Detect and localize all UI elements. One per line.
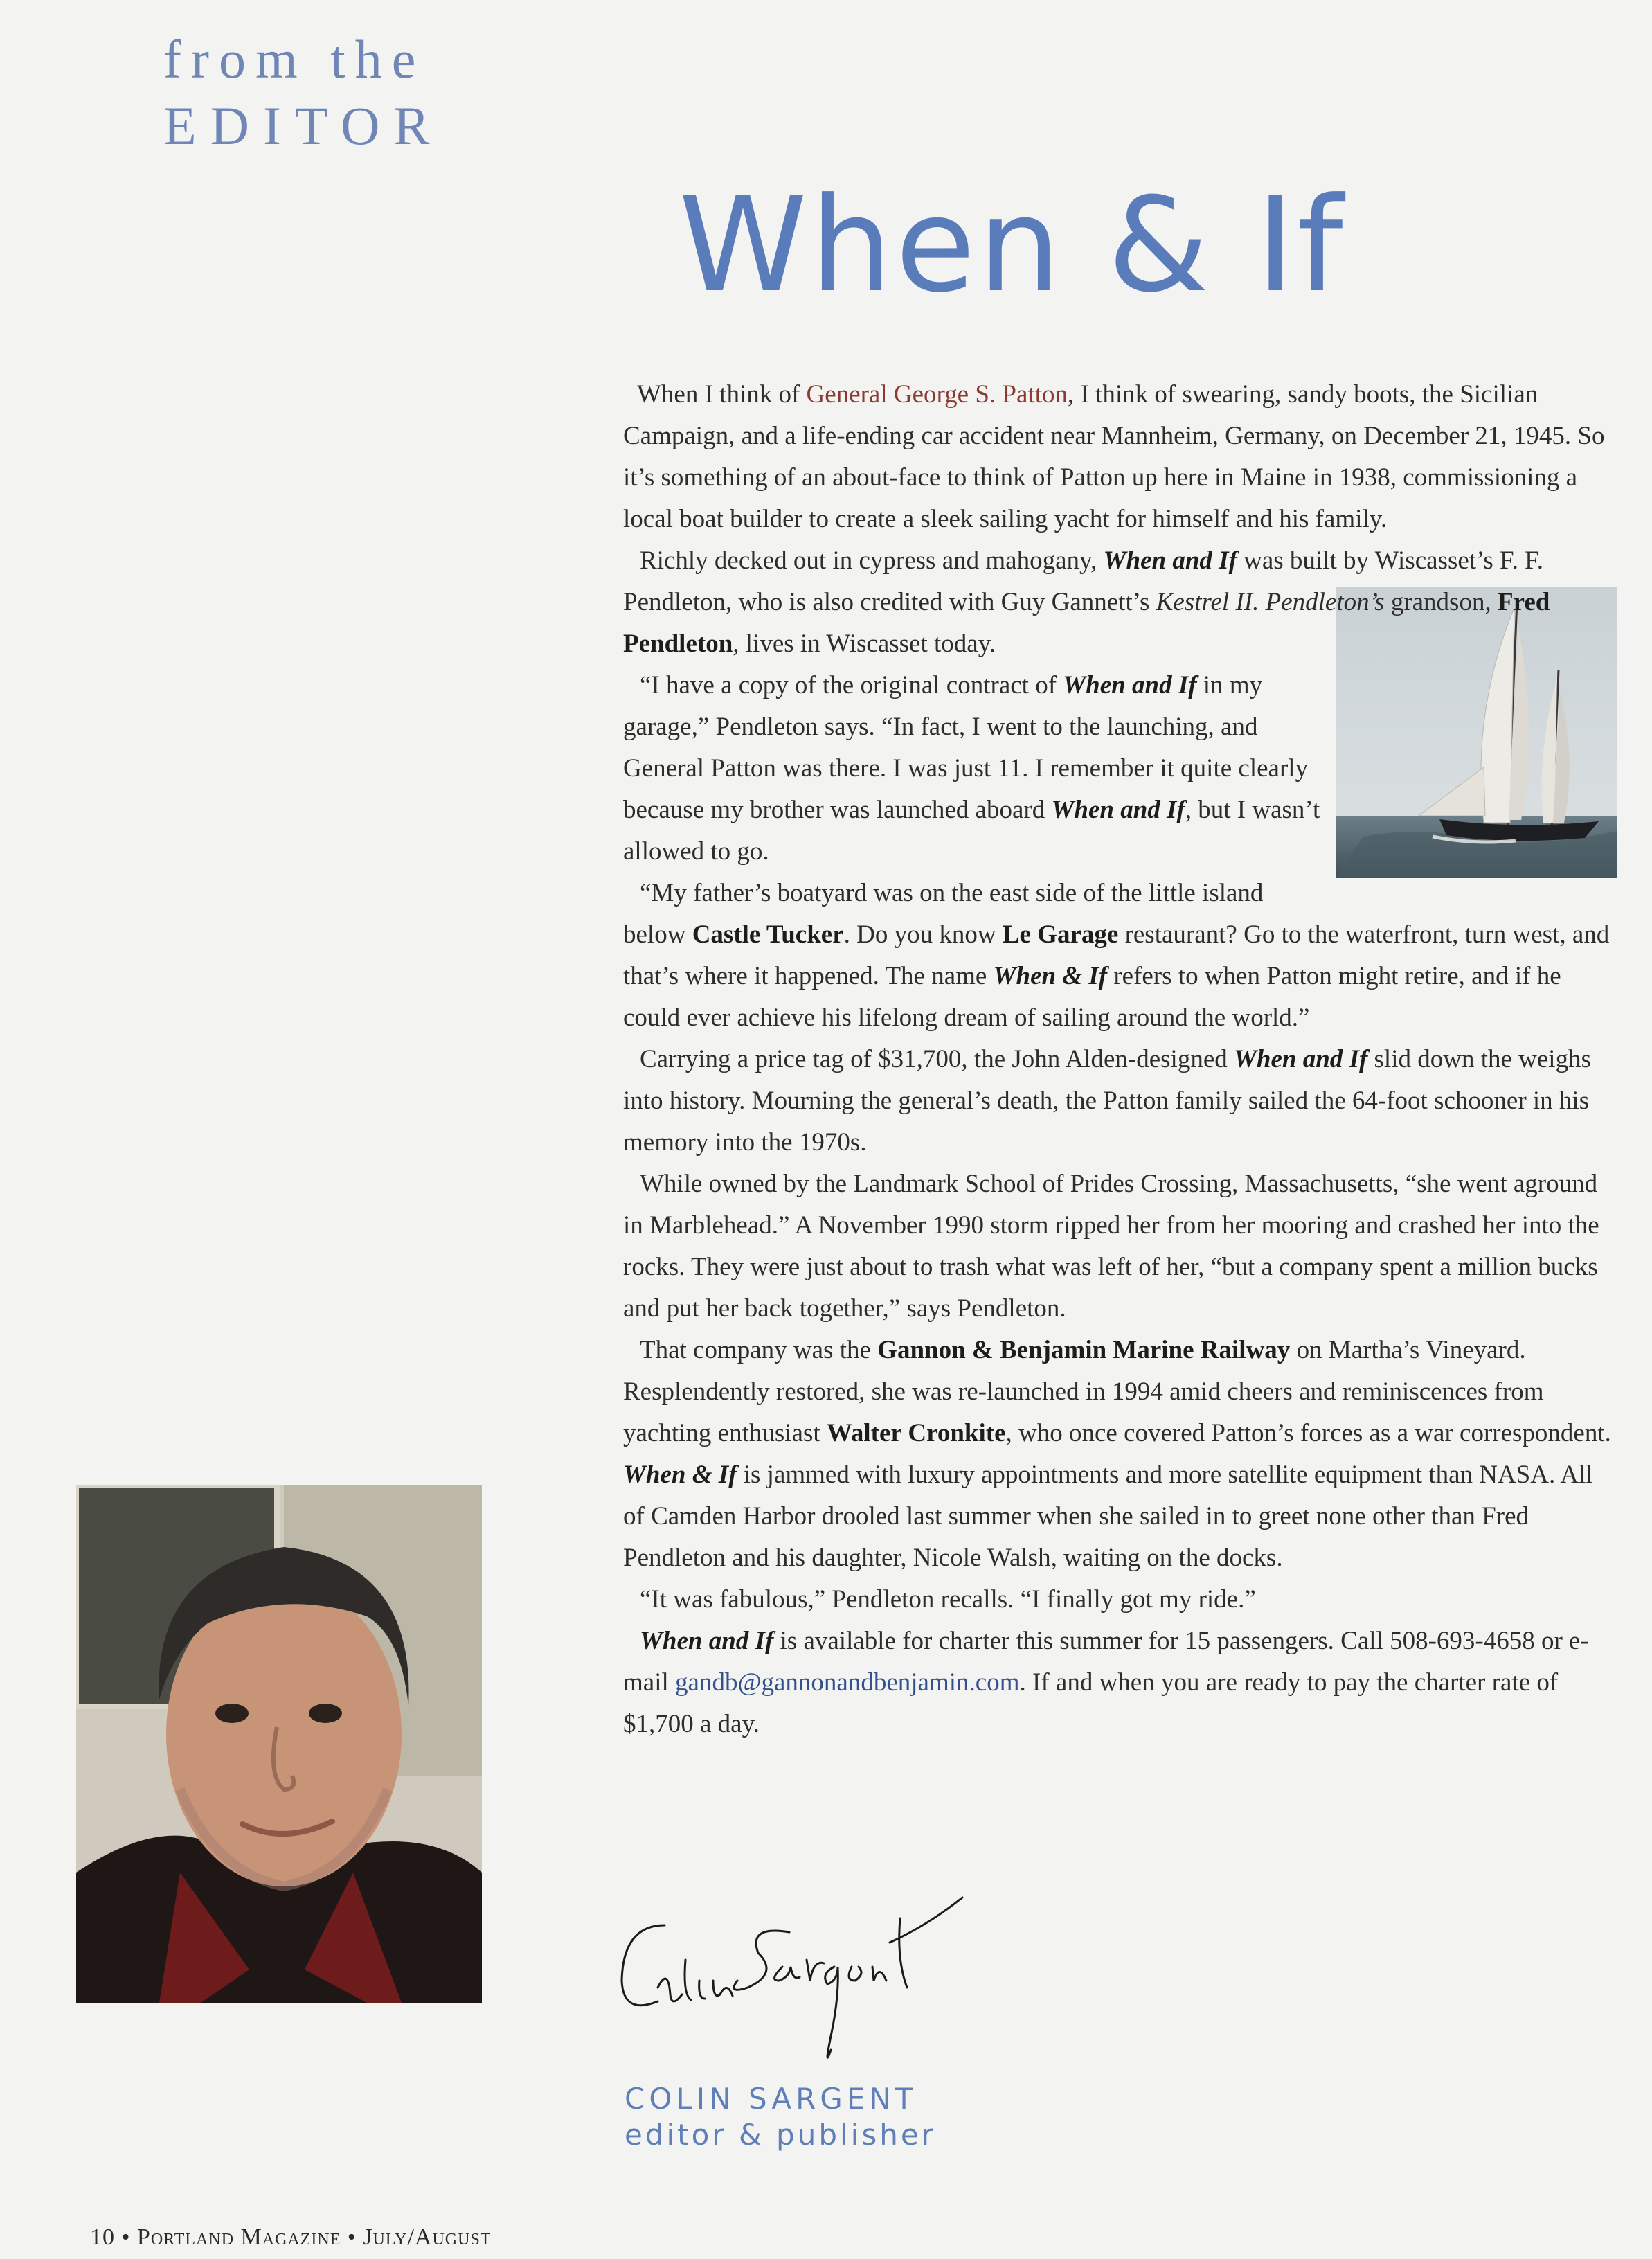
text: was built by Wiscasset’s F. F. Pendleton, who is also credited with Guy Gannett’s	[623, 546, 1543, 616]
text: restaurant? Go to the waterfront, turn west, and that’s where it happened. The name	[623, 920, 1610, 990]
yacht-name: When and If	[640, 1627, 774, 1655]
yacht-name: When & If	[993, 962, 1108, 990]
gannon-benjamin-name: Gannon & Benjamin Marine Railway	[877, 1336, 1291, 1364]
separator: •	[115, 2224, 137, 2250]
text: When I think of	[637, 380, 807, 409]
signature-title: editor & publisher	[625, 2118, 936, 2152]
text: , who once covered Patton’s forces as a war correspondent.	[1005, 1419, 1611, 1447]
text: While owned by the Landmark School of Prides Crossing, Massachusetts, “she went aground in Marblehead.” A November 1990 storm ripped her from her mooring and crashed her into the rocks. They were just about to trash what was left of her, “but a company spent a million bucks and put her back together,” says Pendleton.	[623, 1170, 1599, 1323]
paragraph-2	[623, 540, 1615, 665]
yacht-name: When and If	[1063, 671, 1197, 699]
issue-date: July/August	[363, 2224, 492, 2250]
text: . If and when you are ready to pay the charter rate of $1,700 a day.	[623, 1668, 1559, 1738]
section-label-line1: from the	[163, 29, 426, 89]
paragraph-7	[623, 1330, 1615, 1579]
text: , I think of swearing, sandy boots, the Sicilian Campaign, and a life-ending car accident near Mannheim, Germany, on December 21, 1945. So it’s something of an about-face to think of Patton up here in Maine in 1938, commissioning a local boat builder to create a sleek sailing yacht for himself and his family.	[623, 380, 1605, 533]
yacht-name: When and If	[1234, 1045, 1368, 1073]
editor-portrait-photo	[76, 1485, 482, 2003]
paragraph-9	[623, 1620, 1615, 1745]
article-body	[623, 374, 1615, 1745]
magazine-name: Portland Magazine	[136, 2224, 341, 2250]
paragraph-4	[623, 873, 1615, 1039]
paragraph-5	[623, 1039, 1615, 1163]
yacht-name: When & If	[623, 1461, 737, 1489]
text: grandson,	[1384, 588, 1498, 616]
patton-name: General George S. Patton	[806, 380, 1068, 409]
email-link[interactable]: gandb@gannonandbenjamin.com	[675, 1668, 1020, 1697]
cronkite-name: Walter Cronkite	[826, 1419, 1006, 1447]
headline: When & If	[679, 170, 1346, 321]
section-label-line2: EDITOR	[163, 96, 444, 156]
paragraph-1	[623, 374, 1615, 540]
text: , but I wasn’t allowed to go.	[623, 796, 1320, 866]
yacht-name: When and If	[1051, 796, 1185, 824]
text: is available for charter this summer for 15 passengers. Call 508-693-4658 or e-mail	[623, 1627, 1589, 1697]
section-label	[163, 26, 444, 159]
text: on Martha’s Vineyard. Resplendently restored, she was re-launched in 1994 amid cheers and reminiscences from yachting enthusiast	[623, 1336, 1544, 1447]
text: in my garage,” Pendleton says. “In fact, I went to the launching, and General Patton was there. I was just 11. I remember it quite clearly because my brother was launched aboard	[623, 671, 1309, 824]
text	[1259, 588, 1265, 616]
paragraph-8	[623, 1579, 1615, 1620]
schooner-photo	[1336, 587, 1617, 878]
yacht-name: When and If	[1103, 546, 1237, 575]
fred-pendleton-name: Fred Pendleton	[623, 588, 1550, 658]
editor-signature	[616, 1877, 990, 2078]
le-garage-name: Le Garage	[1002, 920, 1119, 949]
page-footer	[90, 2224, 491, 2251]
text: slid down the weighs into history. Mourning the general’s death, the Patton family sailed the 64-foot schooner in his memory into the 1970s.	[623, 1045, 1591, 1157]
text: . Do you know	[843, 920, 1003, 949]
text: That company was the	[640, 1336, 878, 1364]
text: “It was fabulous,” Pendleton recalls. “I finally got my ride.”	[640, 1585, 1256, 1614]
text: Carrying a price tag of $31,700, the John Alden-designed	[640, 1045, 1234, 1073]
kestrel-name: Kestrel II.	[1156, 588, 1259, 616]
text: refers to when Patton might retire, and if he could ever achieve his lifelong dream of sailing around the world.”	[623, 962, 1561, 1032]
text: Richly decked out in cypress and mahogany,	[640, 546, 1104, 575]
castle-tucker-name: Castle Tucker	[692, 920, 844, 949]
text: is jammed with luxury appointments and more satellite equipment than NASA. All of Camden Harbor drooled last summer when she sailed in to greet none other than Fred Pendleton and his daughter, Nicole Walsh, waiting on the docks.	[623, 1461, 1593, 1572]
page-number: 10	[90, 2224, 115, 2250]
signature-name: COLIN SARGENT	[625, 2082, 917, 2116]
paragraph-6	[623, 1163, 1615, 1330]
text: “I have a copy of the original contract of	[640, 671, 1063, 699]
text: , lives in Wiscasset today.	[733, 630, 996, 658]
separator: •	[341, 2224, 363, 2250]
pendletons-name: Pendleton’s	[1265, 588, 1385, 616]
text: “My father’s boatyard was on the east side of the little island below	[623, 879, 1264, 949]
